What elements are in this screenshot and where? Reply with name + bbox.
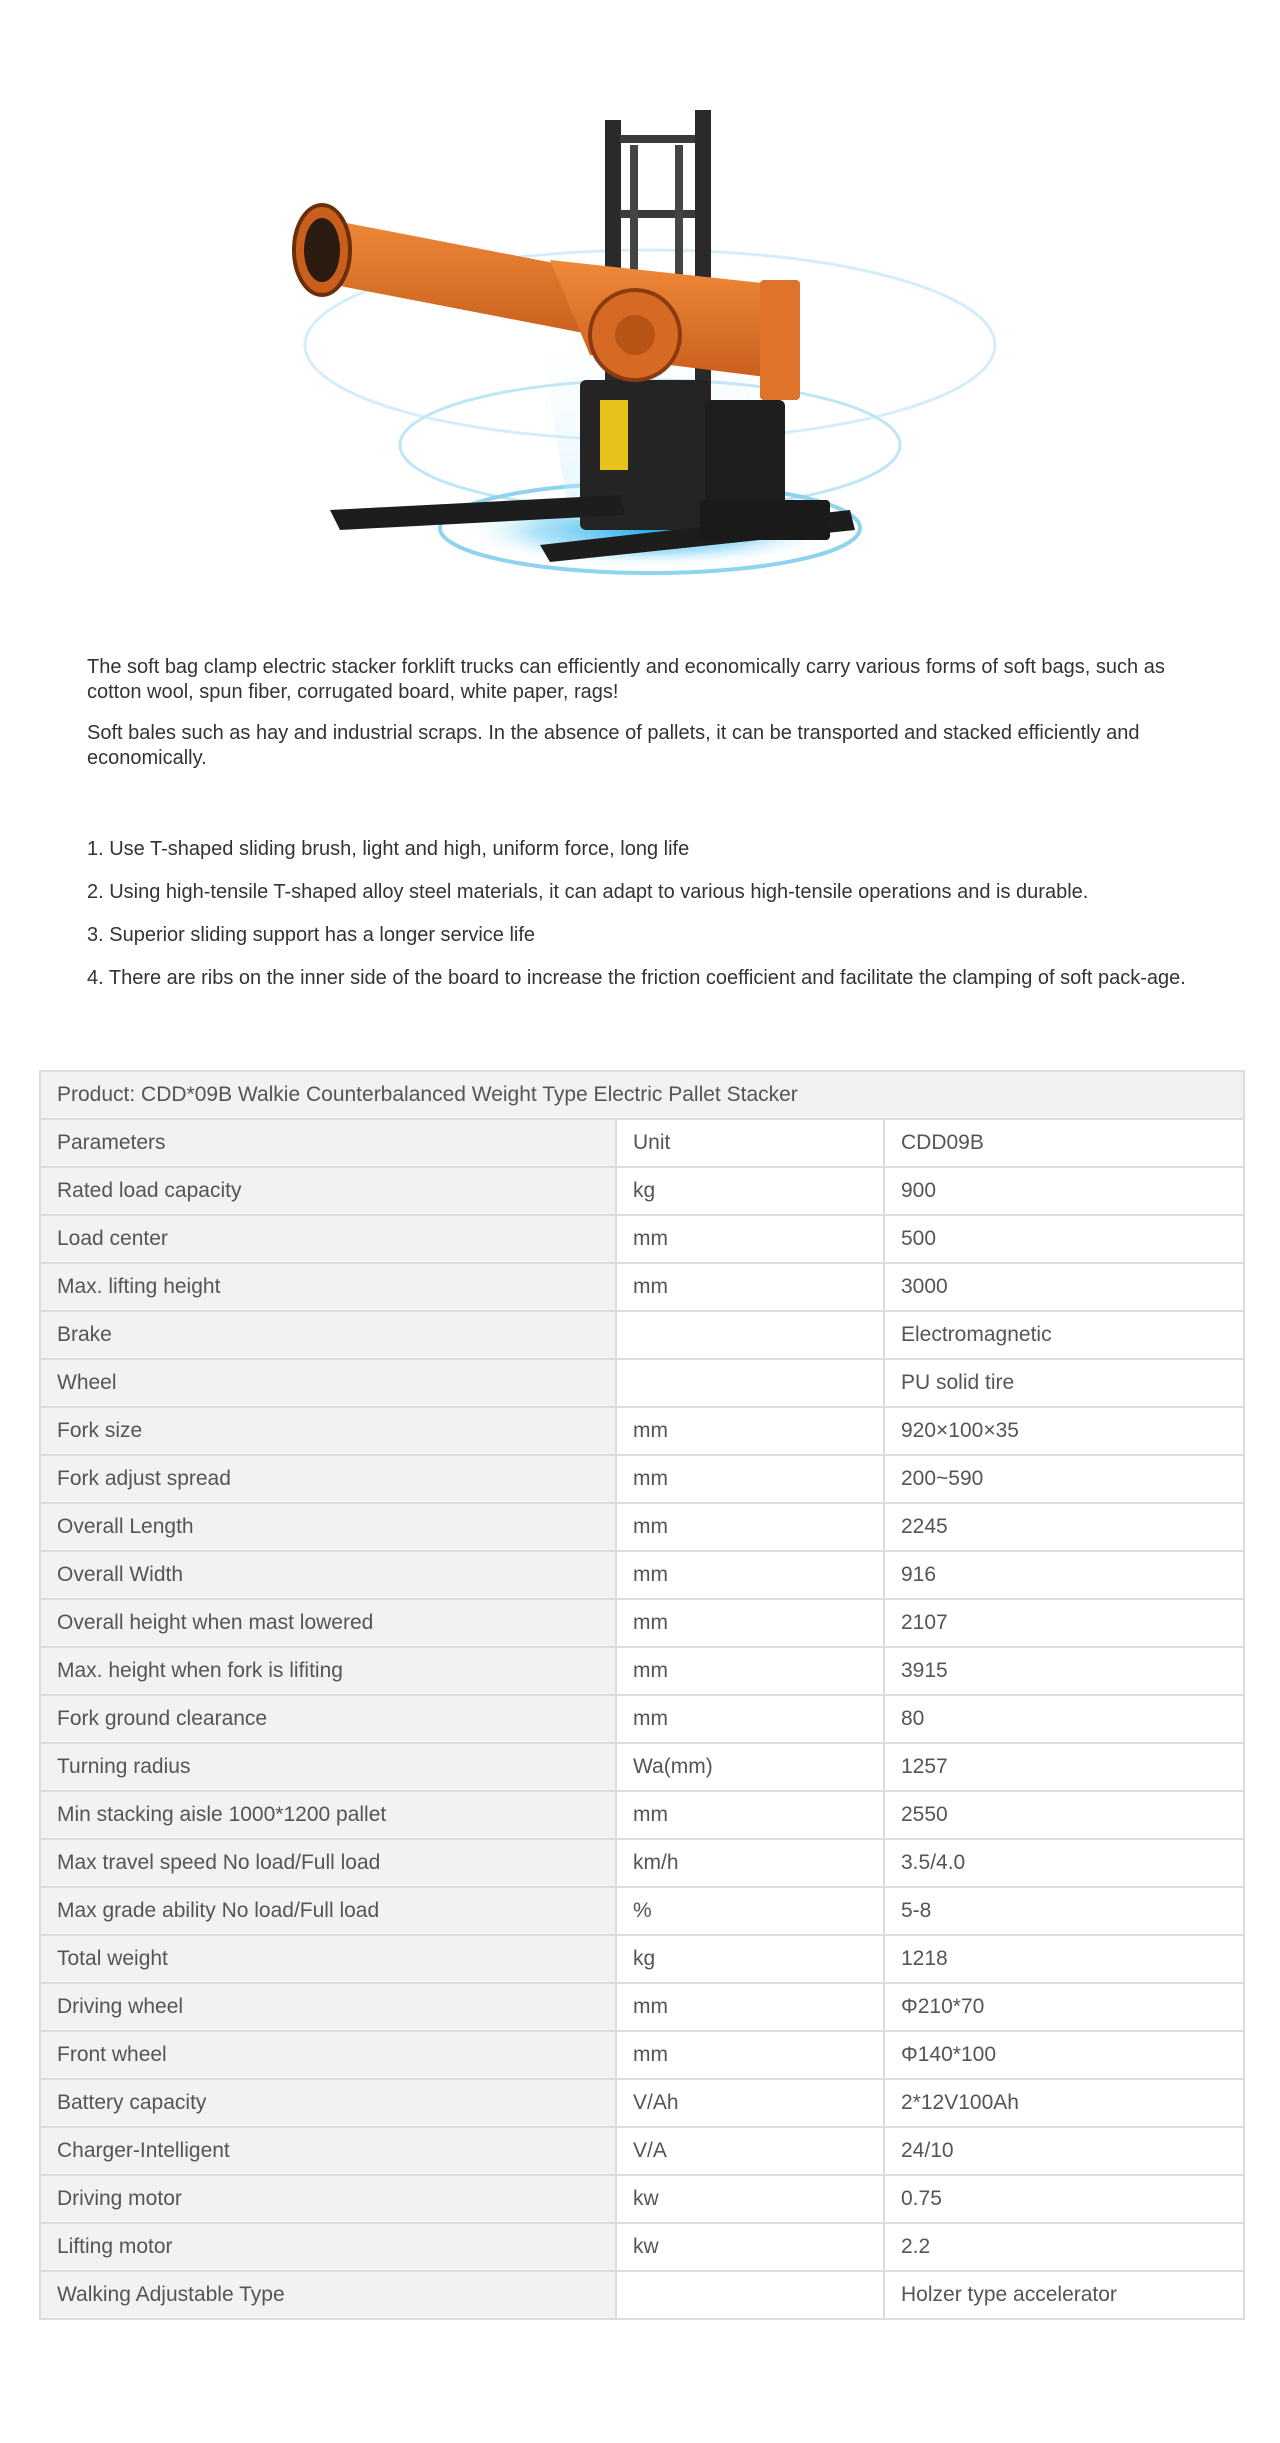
value-cell: Φ210*70	[884, 1983, 1244, 2031]
unit-cell: %	[616, 1887, 884, 1935]
param-name-cell: Walking Adjustable Type	[40, 2271, 616, 2319]
table-row	[40, 1983, 1244, 2031]
value-cell: 1257	[884, 1743, 1244, 1791]
table-row	[40, 2031, 1244, 2079]
unit-cell: Wa(mm)	[616, 1743, 884, 1791]
table-row	[40, 1455, 1244, 1503]
unit-cell	[616, 1311, 884, 1359]
value-cell: Electromagnetic	[884, 1311, 1244, 1359]
value-cell: Holzer type accelerator	[884, 2271, 1244, 2319]
param-name-cell: Fork size	[40, 1407, 616, 1455]
param-name-cell: Overall Width	[40, 1551, 616, 1599]
unit-cell: mm	[616, 1407, 884, 1455]
value-cell: Φ140*100	[884, 2031, 1244, 2079]
unit-cell: mm	[616, 1455, 884, 1503]
feature-item: 1. Use T-shaped sliding brush, light and high, uniform force, long life	[87, 838, 690, 860]
unit-cell: mm	[616, 1503, 884, 1551]
table-row	[40, 1503, 1244, 1551]
value-cell: 24/10	[884, 2127, 1244, 2175]
value-cell: 2107	[884, 1599, 1244, 1647]
value-cell: 80	[884, 1695, 1244, 1743]
value-cell: 1218	[884, 1935, 1244, 1983]
table-caption: Product: CDD*09B Walkie Counterbalanced Weight Type Electric Pallet Stacker	[40, 1071, 1244, 1119]
unit-cell: km/h	[616, 1839, 884, 1887]
param-name-cell: Fork adjust spread	[40, 1455, 616, 1503]
table-row	[40, 1839, 1244, 1887]
unit-cell: kw	[616, 2175, 884, 2223]
unit-cell: kw	[616, 2223, 884, 2271]
unit-cell: mm	[616, 1647, 884, 1695]
table-caption-row	[40, 1071, 1244, 1119]
unit-cell: Unit	[616, 1119, 884, 1167]
intro-paragraph-1: The soft bag clamp electric stacker forklift trucks can efficiently and economically carry various forms of soft bags, such as cotton wool, spun fiber, corrugated board, white paper, rags!	[87, 656, 1165, 703]
table-row	[40, 1407, 1244, 1455]
table-row	[40, 1887, 1244, 1935]
value-cell: 2550	[884, 1791, 1244, 1839]
unit-cell: mm	[616, 1695, 884, 1743]
unit-cell: mm	[616, 1263, 884, 1311]
table-row	[40, 2175, 1244, 2223]
param-name-cell: Front wheel	[40, 2031, 616, 2079]
value-cell: 3915	[884, 1647, 1244, 1695]
value-cell: 3.5/4.0	[884, 1839, 1244, 1887]
param-name-cell: Battery capacity	[40, 2079, 616, 2127]
table-row	[40, 1935, 1244, 1983]
table-row	[40, 1743, 1244, 1791]
unit-cell: mm	[616, 1791, 884, 1839]
value-cell: 500	[884, 1215, 1244, 1263]
value-cell: 0.75	[884, 2175, 1244, 2223]
param-name-cell: Driving motor	[40, 2175, 616, 2223]
param-name-cell: Max. height when fork is lifiting	[40, 1647, 616, 1695]
param-name-cell: Lifting motor	[40, 2223, 616, 2271]
table-row	[40, 2079, 1244, 2127]
table-row	[40, 1647, 1244, 1695]
param-name-cell: Min stacking aisle 1000*1200 pallet	[40, 1791, 616, 1839]
param-name-cell: Charger-Intelligent	[40, 2127, 616, 2175]
value-cell: 920×100×35	[884, 1407, 1244, 1455]
param-name-cell: Driving wheel	[40, 1983, 616, 2031]
table-row	[40, 1551, 1244, 1599]
unit-cell	[616, 2271, 884, 2319]
feature-item: 4. There are ribs on the inner side of the board to increase the friction coefficient and facilitate the clamping of soft pack-age.	[87, 967, 1186, 989]
value-cell: 2*12V100Ah	[884, 2079, 1244, 2127]
table-row	[40, 1695, 1244, 1743]
unit-cell: mm	[616, 1599, 884, 1647]
unit-cell: mm	[616, 1983, 884, 2031]
unit-cell: mm	[616, 2031, 884, 2079]
feature-item: 3. Superior sliding support has a longer service life	[87, 924, 536, 946]
spec-table	[39, 1070, 1245, 2320]
param-name-cell: Wheel	[40, 1359, 616, 1407]
intro-text	[87, 655, 1207, 787]
param-name-cell: Parameters	[40, 1119, 616, 1167]
table-row	[40, 1263, 1244, 1311]
feature-item: 2. Using high-tensile T-shaped alloy steel materials, it can adapt to various high-tensile operations and is durable.	[87, 881, 1089, 903]
unit-cell	[616, 1359, 884, 1407]
value-cell: 3000	[884, 1263, 1244, 1311]
soft-bag-clamp-stacker-illustration	[290, 100, 1000, 600]
table-row	[40, 1119, 1244, 1167]
table-row	[40, 2127, 1244, 2175]
feature-list	[87, 837, 1207, 1009]
table-row	[40, 1311, 1244, 1359]
param-name-cell: Total weight	[40, 1935, 616, 1983]
table-row	[40, 1167, 1244, 1215]
value-cell: 2245	[884, 1503, 1244, 1551]
param-name-cell: Load center	[40, 1215, 616, 1263]
value-cell: PU solid tire	[884, 1359, 1244, 1407]
param-name-cell: Rated load capacity	[40, 1167, 616, 1215]
param-name-cell: Max. lifting height	[40, 1263, 616, 1311]
intro-paragraph-2: Soft bales such as hay and industrial scraps. In the absence of pallets, it can be transported and stacked efficiently and economically.	[87, 722, 1140, 769]
value-cell: 916	[884, 1551, 1244, 1599]
param-name-cell: Overall Length	[40, 1503, 616, 1551]
table-row	[40, 1791, 1244, 1839]
unit-cell: V/A	[616, 2127, 884, 2175]
unit-cell: kg	[616, 1935, 884, 1983]
table-row	[40, 2223, 1244, 2271]
table-row	[40, 1359, 1244, 1407]
value-cell: 200~590	[884, 1455, 1244, 1503]
value-cell: CDD09B	[884, 1119, 1244, 1167]
param-name-cell: Turning radius	[40, 1743, 616, 1791]
unit-cell: mm	[616, 1551, 884, 1599]
param-name-cell: Max grade ability No load/Full load	[40, 1887, 616, 1935]
param-name-cell: Overall height when mast lowered	[40, 1599, 616, 1647]
unit-cell: mm	[616, 1215, 884, 1263]
param-name-cell: Brake	[40, 1311, 616, 1359]
table-row	[40, 2271, 1244, 2319]
value-cell: 900	[884, 1167, 1244, 1215]
product-image	[290, 100, 1000, 600]
table-row	[40, 1599, 1244, 1647]
param-name-cell: Max travel speed No load/Full load	[40, 1839, 616, 1887]
value-cell: 2.2	[884, 2223, 1244, 2271]
param-name-cell: Fork ground clearance	[40, 1695, 616, 1743]
table-row	[40, 1215, 1244, 1263]
value-cell: 5-8	[884, 1887, 1244, 1935]
unit-cell: V/Ah	[616, 2079, 884, 2127]
unit-cell: kg	[616, 1167, 884, 1215]
